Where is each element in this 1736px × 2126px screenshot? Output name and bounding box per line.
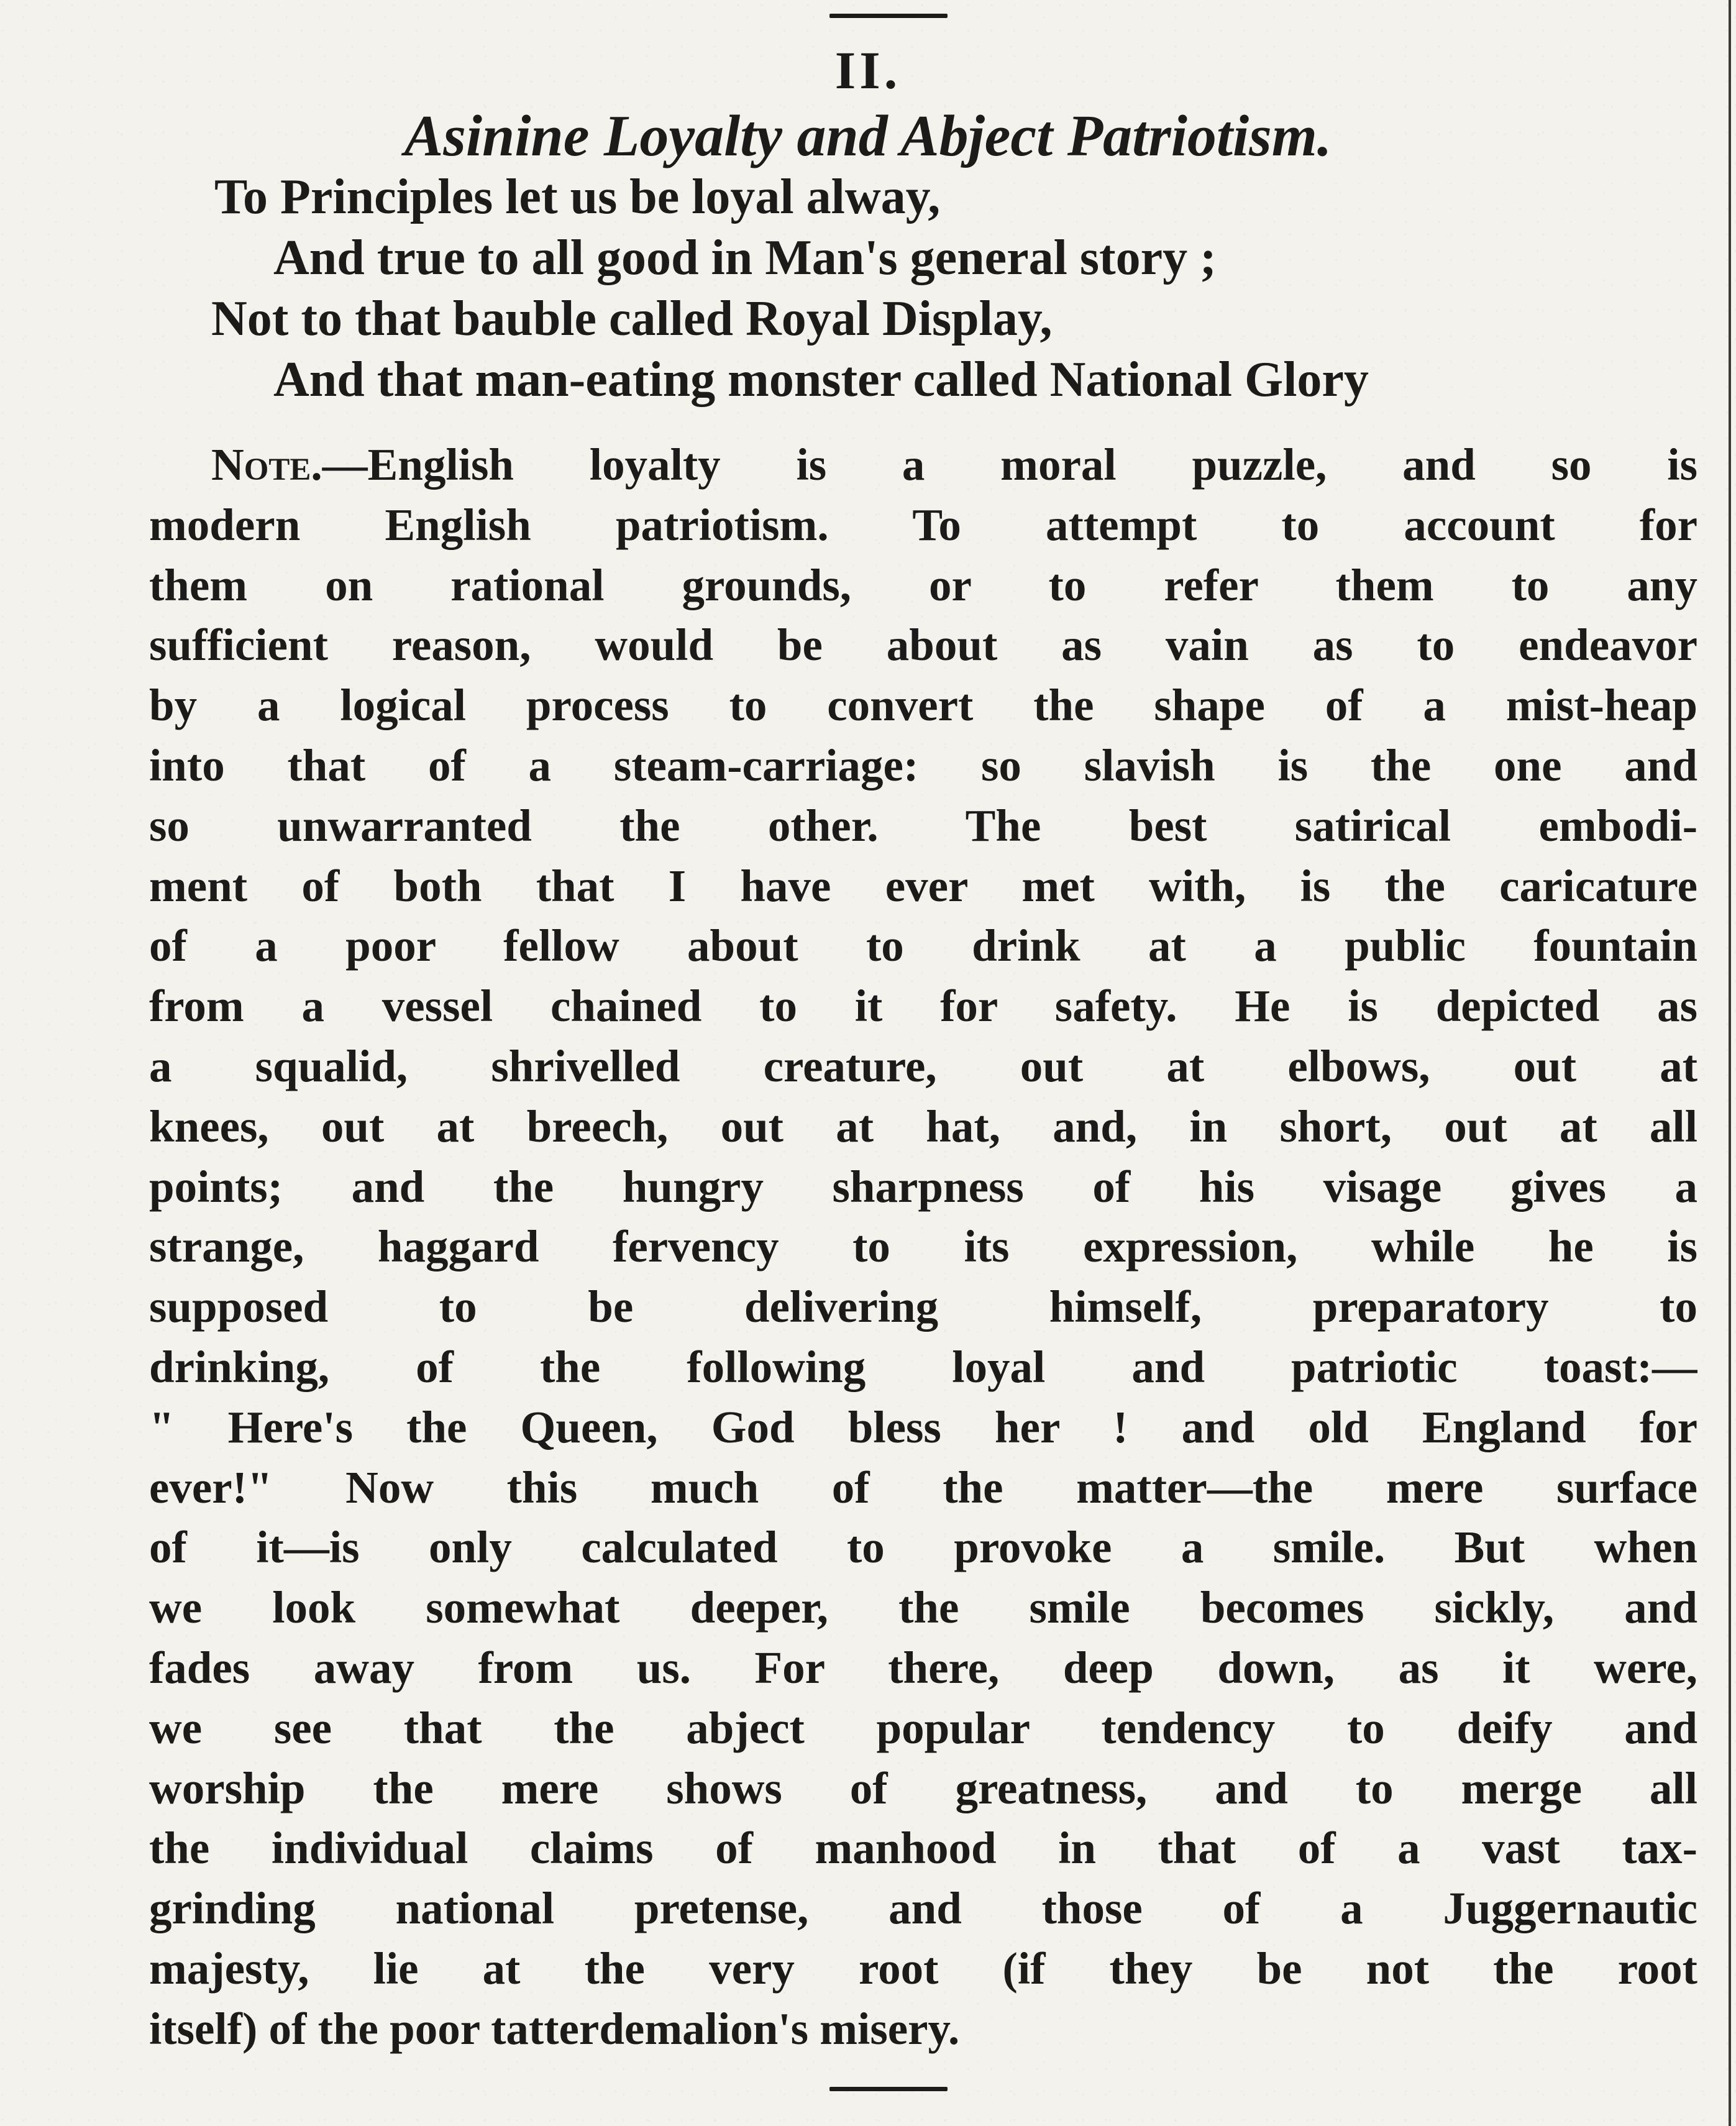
verse-line: And true to all good in Man's general story ; — [273, 231, 1217, 285]
note-line: of a poor fellow about to drink at a public fountain — [149, 920, 1697, 971]
note-line: points; and the hungry sharpness of his visage gives a — [149, 1161, 1697, 1212]
section-numeral: II. — [834, 40, 902, 100]
note-line: worship the mere shows of greatness, and to merge all — [149, 1762, 1697, 1813]
note-line: grinding national pretense, and those of a Juggernautic — [149, 1883, 1697, 1934]
note-line: majesty, lie at the very root (if they be not the root — [149, 1943, 1697, 1994]
note-line: knees, out at breech, out at hat, and, in short, out at all — [149, 1101, 1697, 1152]
note-line: so unwarranted the other. The best satirical embodi- — [149, 800, 1697, 851]
note-line: into that of a steam-carriage: so slavish is the one and — [149, 740, 1697, 790]
note-line: fades away from us. For there, deep down, as it were, — [149, 1642, 1697, 1693]
note-line: by a logical process to convert the shape of a mist-heap — [149, 680, 1697, 731]
note-line: ment of both that I have ever met with, is the caricature — [149, 860, 1697, 911]
note-line — [149, 435, 1697, 495]
note-line: supposed to be delivering himself, preparatory to — [149, 1281, 1697, 1332]
note-line: " Here's the Queen, God bless her ! and old England for — [149, 1401, 1697, 1452]
note-line: the individual claims of manhood in that of a vast tax- — [149, 1823, 1697, 1874]
note-line: strange, haggard fervency to its expression, while he is — [149, 1221, 1697, 1272]
note-line: drinking, of the following loyal and patriotic toast:— — [149, 1341, 1697, 1392]
bottom-divider-rule — [829, 2087, 948, 2091]
note-line: modern English patriotism. To attempt to account for — [149, 499, 1697, 550]
top-divider-rule — [829, 14, 948, 18]
verse-stanza — [0, 167, 1736, 410]
article-title: Asinine Loyalty and Abject Patriotism. — [404, 104, 1332, 168]
note-line: sufficient reason, would be about as vain as to endeavor — [149, 620, 1697, 671]
note-line: we look somewhat deeper, the smile becomes sickly, and — [149, 1582, 1697, 1633]
note-line: a squalid, shrivelled creature, out at elbows, out at — [149, 1040, 1697, 1091]
note-line: ever!" Now this much of the matter—the mere surface — [149, 1462, 1697, 1513]
verse-line: And that man-eating monster called National Glory — [273, 352, 1369, 407]
verse-line: To Principles let us be loyal alway, — [214, 170, 941, 224]
note-line: of it—is only calculated to provoke a smile. But when — [149, 1522, 1697, 1573]
note-line-text: —English loyalty is a moral puzzle, and so is — [322, 439, 1697, 490]
note-paragraph — [149, 435, 1697, 2060]
note-line: itself) of the poor tatterdemalion's misery. — [149, 2003, 960, 2054]
note-line: we see that the abject popular tendency to deify and — [149, 1702, 1697, 1753]
note-lead: Note. — [211, 439, 322, 490]
verse-line: Not to that bauble called Royal Display, — [211, 291, 1053, 346]
note-line: them on rational grounds, or to refer them to any — [149, 559, 1697, 610]
note-line: from a vessel chained to it for safety. He is depicted as — [149, 981, 1697, 1032]
